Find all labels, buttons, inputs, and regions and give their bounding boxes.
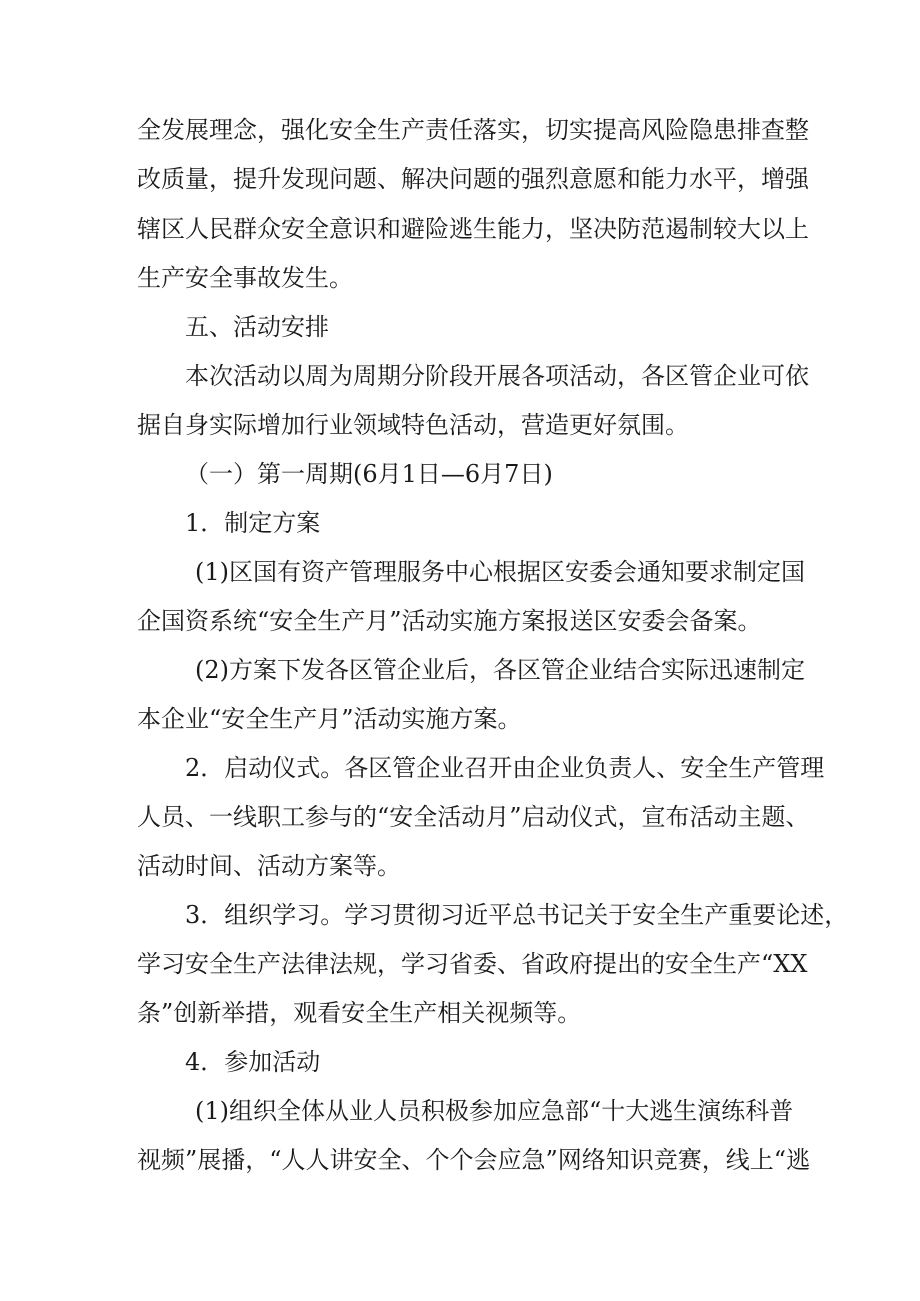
text-line: 企国资系统“安全生产月”活动实施方案报送区安委会备案。 bbox=[137, 607, 762, 635]
item-heading: 4．参加活动 bbox=[185, 1048, 321, 1076]
item-heading: 1．制定方案 bbox=[185, 509, 321, 537]
text-line: 本次活动以周为周期分阶段开展各项活动，各区管企业可依 bbox=[185, 362, 809, 390]
text-line: 据自身实际增加行业领域特色活动，营造更好氛围。 bbox=[137, 411, 689, 439]
section-heading: 五、活动安排 bbox=[185, 313, 329, 341]
text-line: 视频”展播，“人人讲安全、个个会应急”网络知识竞赛，线上“逃 bbox=[137, 1146, 811, 1174]
subsection-heading: （一）第一周期(6月1日—6月7日) bbox=[185, 460, 553, 488]
text-line: 学习安全生产法律法规，学习省委、省政府提出的安全生产“XX bbox=[137, 950, 808, 978]
text-line: 辖区人民群众安全意识和避险逃生能力，坚决防范遏制较大以上 bbox=[137, 215, 809, 243]
text-line: 人员、一线职工参与的“安全活动月”启动仪式，宣布活动主题、 bbox=[137, 803, 810, 831]
text-line: 活动时间、活动方案等。 bbox=[137, 852, 401, 880]
text-line: 本企业“安全生产月”活动实施方案。 bbox=[137, 705, 522, 733]
text-line: 全发展理念，强化安全生产责任落实，切实提高风险隐患排查整 bbox=[137, 116, 809, 144]
text-line: (1)组织全体从业人员积极参加应急部“十大逃生演练科普 bbox=[195, 1097, 794, 1125]
text-line: 3．组织学习。学习贯彻习近平总书记关于安全生产重要论述， bbox=[185, 901, 849, 929]
text-line: 生产安全事故发生。 bbox=[137, 264, 353, 292]
text-line: 2．启动仪式。各区管企业召开由企业负责人、安全生产管理 bbox=[185, 754, 825, 782]
text-line: (2)方案下发各区管企业后，各区管企业结合实际迅速制定 bbox=[195, 656, 805, 684]
text-line: (1)区国有资产管理服务中心根据区安委会通知要求制定国 bbox=[195, 558, 805, 586]
text-line: 改质量，提升发现问题、解决问题的强烈意愿和能力水平，增强 bbox=[137, 165, 809, 193]
text-line: 条”创新举措，观看安全生产相关视频等。 bbox=[137, 999, 582, 1027]
